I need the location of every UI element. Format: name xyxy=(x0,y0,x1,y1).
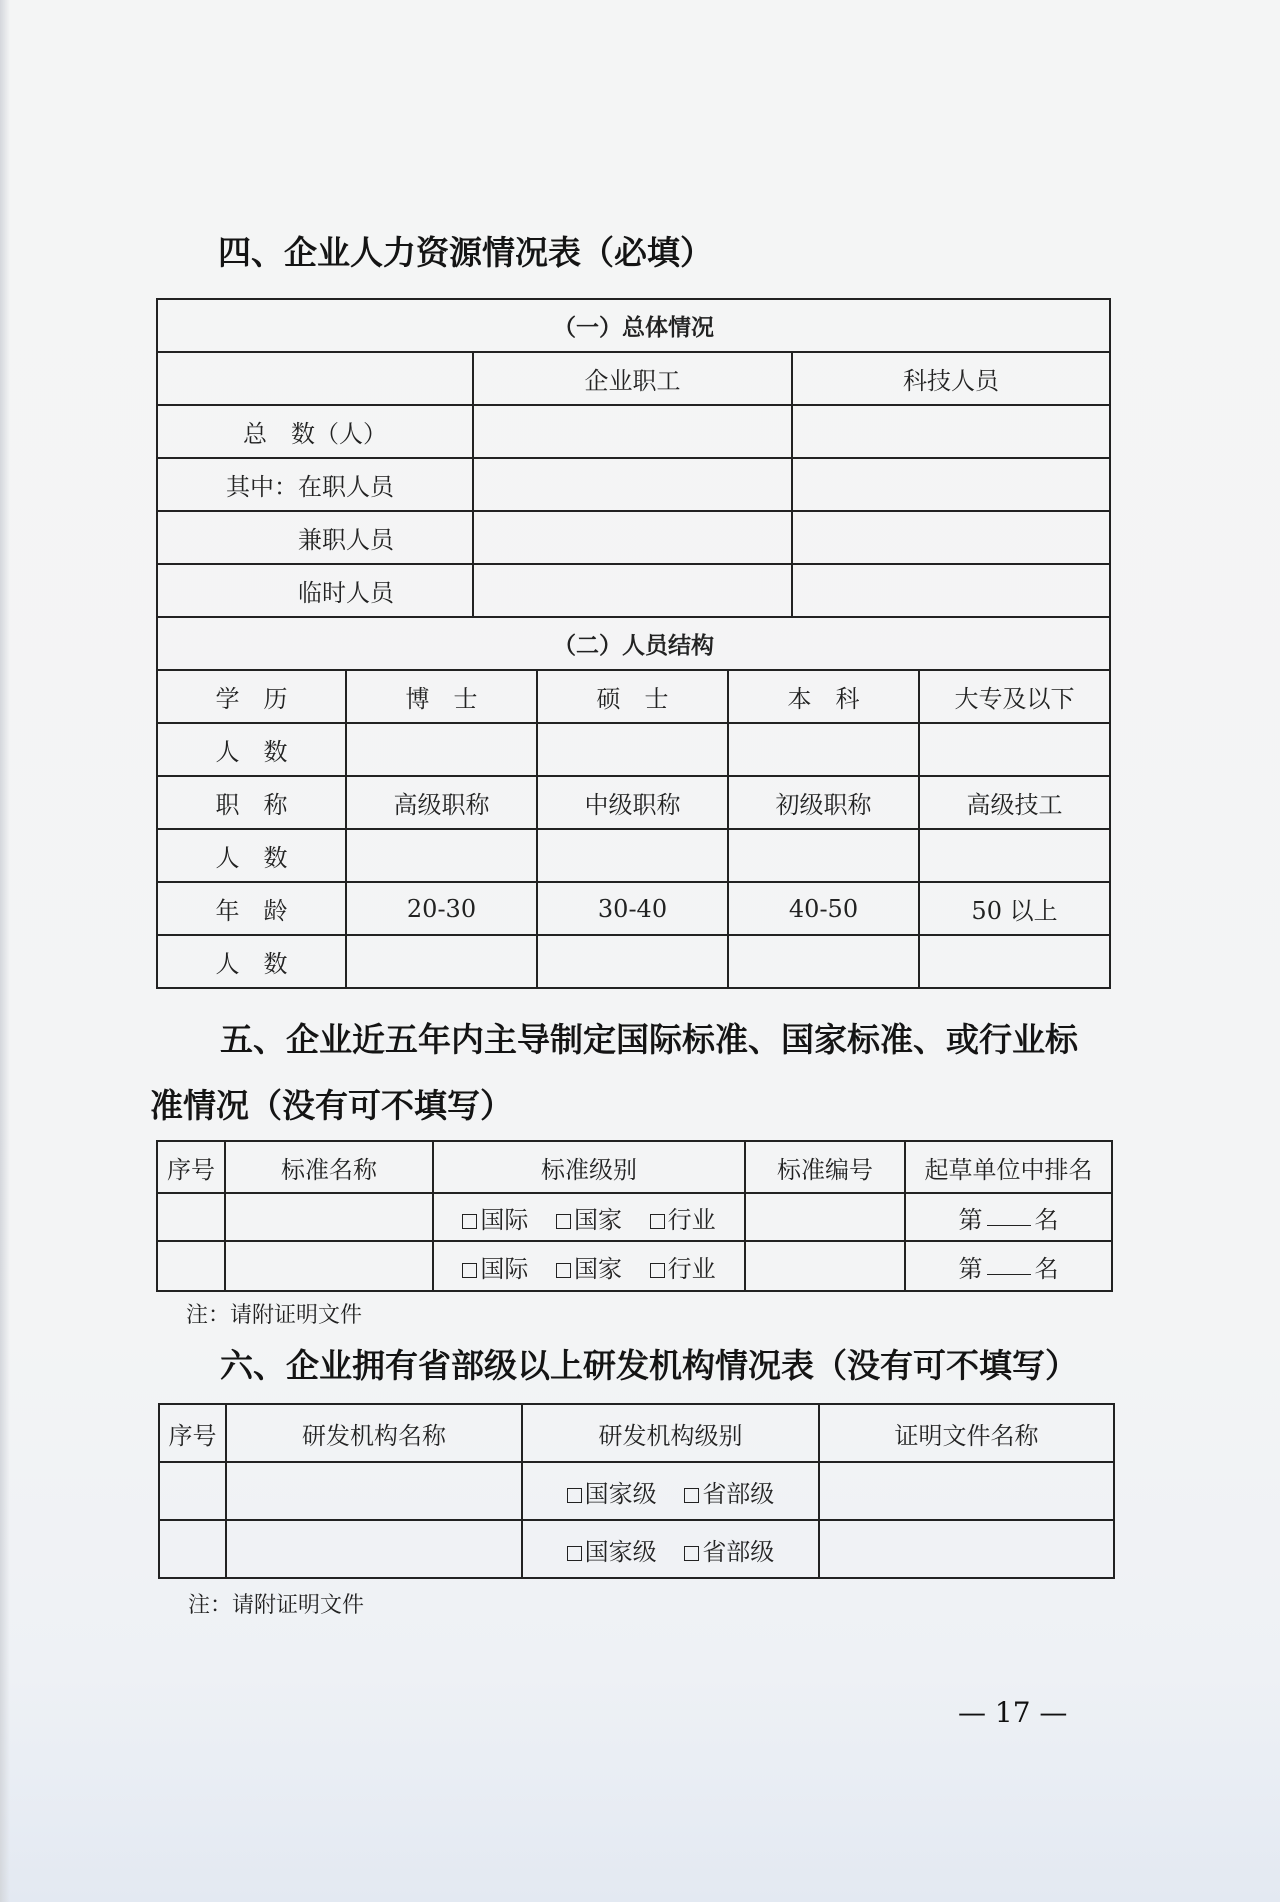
option-industry[interactable]: 行业 xyxy=(650,1255,716,1283)
section5-title-line2: 准情况（没有可不填写） xyxy=(150,1086,513,1125)
structure-row-label: 人 数 xyxy=(157,935,346,988)
standards-table xyxy=(156,1140,1113,1292)
header-standard-number: 标准编号 xyxy=(745,1141,905,1193)
seq-input[interactable] xyxy=(157,1241,225,1291)
count-input[interactable] xyxy=(919,723,1110,776)
row-temp-label: 临时人员 xyxy=(157,564,473,617)
header-standard-level: 标准级别 xyxy=(433,1141,745,1193)
option-national-level[interactable]: 国家级 xyxy=(567,1480,657,1508)
rank-field[interactable]: 第 名 xyxy=(905,1241,1112,1291)
structure-row-label: 人 数 xyxy=(157,829,346,882)
header-institution-level: 研发机构级别 xyxy=(522,1404,819,1462)
structure-cell: 中级职称 xyxy=(537,776,728,829)
count-input[interactable] xyxy=(728,935,919,988)
proof-document-input[interactable] xyxy=(819,1520,1114,1578)
checkbox-icon[interactable] xyxy=(567,1546,582,1561)
structure-cell: 本 科 xyxy=(728,670,919,723)
header-institution-name: 研发机构名称 xyxy=(226,1404,522,1462)
seq-input[interactable] xyxy=(159,1520,226,1578)
option-national[interactable]: 国家 xyxy=(556,1206,622,1234)
standard-number-input[interactable] xyxy=(745,1193,905,1241)
proof-document-input[interactable] xyxy=(819,1462,1114,1520)
checkbox-icon[interactable] xyxy=(567,1488,582,1503)
structure-cell: 30-40 xyxy=(537,882,728,935)
structure-cell: 50 以上 xyxy=(919,882,1110,935)
row-total-label: 总 数（人） xyxy=(157,405,473,458)
checkbox-icon[interactable] xyxy=(556,1214,571,1229)
seq-input[interactable] xyxy=(157,1193,225,1241)
checkbox-icon[interactable] xyxy=(462,1263,477,1278)
structure-cell: 高级技工 xyxy=(919,776,1110,829)
option-provincial-level[interactable]: 省部级 xyxy=(684,1538,774,1566)
structure-row-label: 职 称 xyxy=(157,776,346,829)
section5-title-line1: 五、企业近五年内主导制定国际标准、国家标准、或行业标 xyxy=(220,1020,1078,1059)
checkbox-icon[interactable] xyxy=(650,1263,665,1278)
structure-cell: 20-30 xyxy=(346,882,537,935)
parttime-tech-input[interactable] xyxy=(792,511,1110,564)
institution-level-options xyxy=(522,1520,819,1578)
count-input[interactable] xyxy=(537,935,728,988)
rank-blank[interactable] xyxy=(987,1273,1031,1275)
fulltime-staff-input[interactable] xyxy=(473,458,792,511)
option-national[interactable]: 国家 xyxy=(556,1255,622,1283)
header-standard-name: 标准名称 xyxy=(225,1141,433,1193)
count-input[interactable] xyxy=(537,829,728,882)
structure-cell: 高级职称 xyxy=(346,776,537,829)
seq-input[interactable] xyxy=(159,1462,226,1520)
parttime-staff-input[interactable] xyxy=(473,511,792,564)
header-seq: 序号 xyxy=(157,1141,225,1193)
total-tech-input[interactable] xyxy=(792,405,1110,458)
hr-overview-table xyxy=(156,298,1111,618)
count-input[interactable] xyxy=(919,935,1110,988)
checkbox-icon[interactable] xyxy=(462,1214,477,1229)
checkbox-icon[interactable] xyxy=(684,1546,699,1561)
count-input[interactable] xyxy=(346,723,537,776)
standard-name-input[interactable] xyxy=(225,1241,433,1291)
option-industry[interactable]: 行业 xyxy=(650,1206,716,1234)
standard-level-options xyxy=(433,1193,745,1241)
header-seq: 序号 xyxy=(159,1404,226,1462)
page-edge-shadow xyxy=(0,0,10,1902)
hr-structure-table xyxy=(156,616,1111,989)
rank-blank[interactable] xyxy=(987,1224,1031,1226)
page-number: — 17 — xyxy=(958,1696,1068,1729)
institution-name-input[interactable] xyxy=(226,1520,522,1578)
row-fulltime-label: 其中：在职人员 xyxy=(157,458,473,511)
option-provincial-level[interactable]: 省部级 xyxy=(684,1480,774,1508)
institution-name-input[interactable] xyxy=(226,1462,522,1520)
structure-cell: 大专及以下 xyxy=(919,670,1110,723)
checkbox-icon[interactable] xyxy=(650,1214,665,1229)
structure-cell: 博 士 xyxy=(346,670,537,723)
rd-institutions-table xyxy=(158,1403,1115,1579)
header-proof-document: 证明文件名称 xyxy=(819,1404,1114,1462)
section4-title: 四、企业人力资源情况表（必填） xyxy=(218,233,713,272)
option-international[interactable]: 国际 xyxy=(462,1206,528,1234)
section5-note: 注：请附证明文件 xyxy=(186,1303,363,1328)
part1-title: （一）总体情况 xyxy=(157,299,1110,352)
count-input[interactable] xyxy=(919,829,1110,882)
structure-cell: 硕 士 xyxy=(537,670,728,723)
count-input[interactable] xyxy=(728,829,919,882)
structure-cell: 初级职称 xyxy=(728,776,919,829)
count-input[interactable] xyxy=(346,829,537,882)
row-parttime-label: 兼职人员 xyxy=(157,511,473,564)
col-tech-header: 科技人员 xyxy=(792,352,1110,405)
count-input[interactable] xyxy=(537,723,728,776)
part2-title: （二）人员结构 xyxy=(157,617,1110,670)
standard-name-input[interactable] xyxy=(225,1193,433,1241)
standard-number-input[interactable] xyxy=(745,1241,905,1291)
count-input[interactable] xyxy=(728,723,919,776)
col-staff-header: 企业职工 xyxy=(473,352,792,405)
option-national-level[interactable]: 国家级 xyxy=(567,1538,657,1566)
section6-note: 注：请附证明文件 xyxy=(188,1593,365,1618)
option-international[interactable]: 国际 xyxy=(462,1255,528,1283)
standard-level-options xyxy=(433,1241,745,1291)
fulltime-tech-input[interactable] xyxy=(792,458,1110,511)
count-input[interactable] xyxy=(346,935,537,988)
temp-staff-input[interactable] xyxy=(473,564,792,617)
structure-cell: 40-50 xyxy=(728,882,919,935)
checkbox-icon[interactable] xyxy=(684,1488,699,1503)
structure-row-label: 年 龄 xyxy=(157,882,346,935)
section6-title: 六、企业拥有省部级以上研发机构情况表（没有可不填写） xyxy=(220,1346,1078,1385)
header-rank: 起草单位中排名 xyxy=(905,1141,1112,1193)
total-staff-input[interactable] xyxy=(473,405,792,458)
institution-level-options xyxy=(522,1462,819,1520)
corner-cell xyxy=(157,352,473,405)
temp-tech-input[interactable] xyxy=(792,564,1110,617)
rank-field[interactable]: 第 名 xyxy=(905,1193,1112,1241)
structure-row-label: 学 历 xyxy=(157,670,346,723)
checkbox-icon[interactable] xyxy=(556,1263,571,1278)
structure-row-label: 人 数 xyxy=(157,723,346,776)
